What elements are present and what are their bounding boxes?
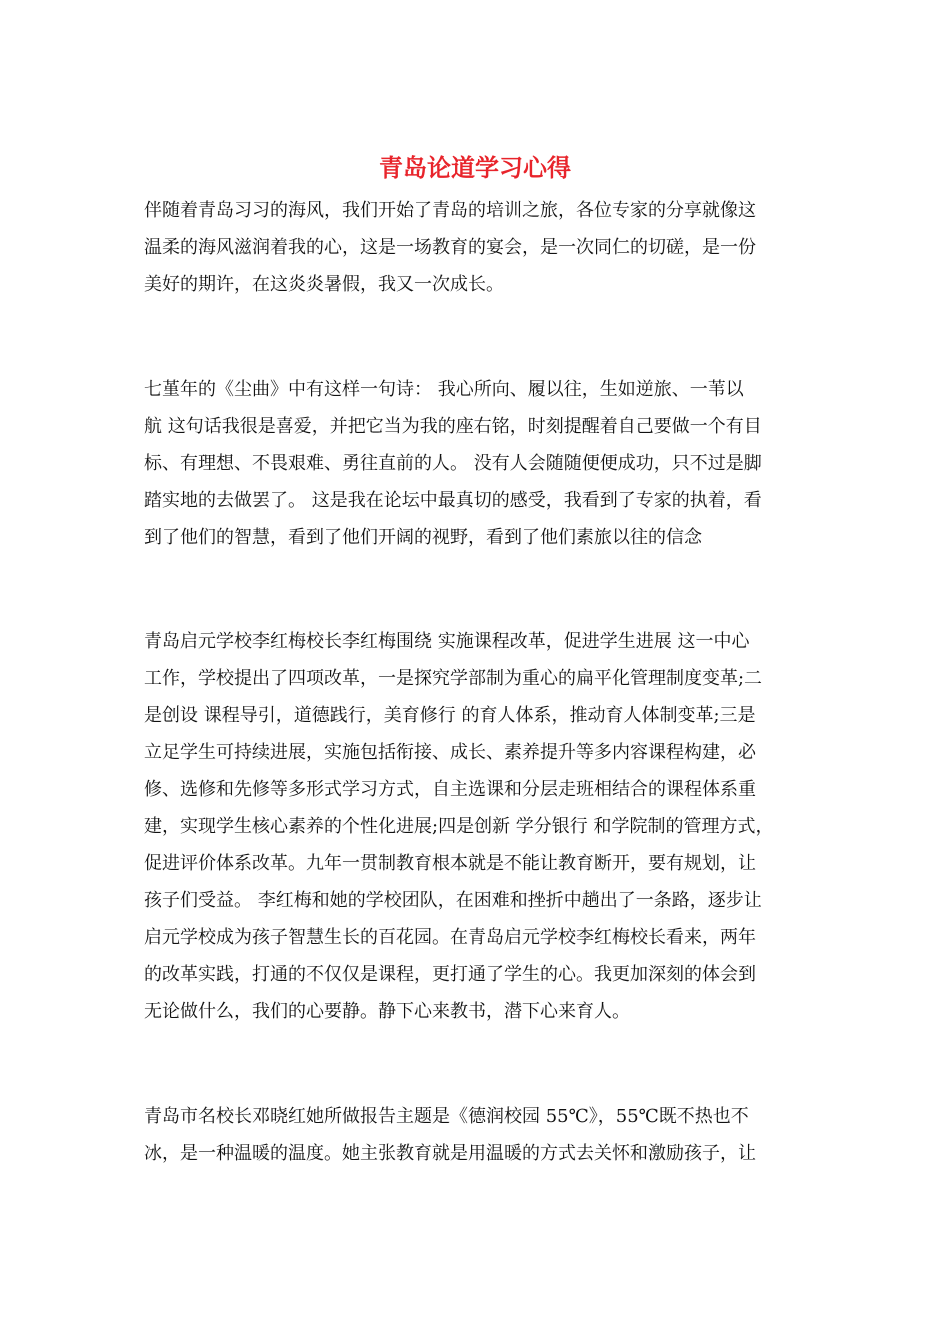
paragraph-line: 修、选修和先修等多形式学习方式，自主选课和分层走班相结合的课程体系重 [144,779,756,800]
paragraph-line: 七堇年的《尘曲》中有这样一句诗： 我心所向、履以往，生如逆旅、一苇以 [144,379,744,400]
paragraph-line: 温柔的海风滋润着我的心，这是一场教育的宴会，是一次同仁的切磋，是一份 [144,237,756,258]
paragraph-line: 的改革实践，打通的不仅仅是课程，更打通了学生的心。我更加深刻的体会到 [144,964,756,985]
paragraph-line: 踏实地的去做罢了。 这是我在论坛中最真切的感受，我看到了专家的执着，看 [144,490,762,511]
paragraph-line: 立足学生可持续进展，实施包括衔接、成长、素养提升等多内容课程构建，必 [144,742,756,763]
paragraph-line: 促进评价体系改革。九年一贯制教育根本就是不能让教育断开，要有规划，让 [144,853,756,874]
paragraph-line: 是创设 课程导引，道德践行，美育修行 的育人体系，推动育人体制变革;三是 [144,705,756,726]
paragraph-1 [144,192,816,303]
paragraph-3 [144,623,816,1030]
paragraph-line: 航 这句话我很是喜爱，并把它当为我的座右铭，时刻提醒着自己要做一个有目 [144,416,762,437]
paragraph-line: 冰，是一种温暖的温度。她主张教育就是用温暖的方式去关怀和激励孩子，让 [144,1143,756,1164]
paragraph-4 [144,1098,816,1172]
paragraph-line: 工作，学校提出了四项改革，一是探究学部制为重心的扁平化管理制度变革;二 [144,668,763,689]
document-title: 青岛论道学习心得 [379,153,571,182]
paragraph-line: 孩子们受益。 李红梅和她的学校团队，在困难和挫折中趟出了一条路，逐步让 [144,890,762,911]
paragraph-2 [144,371,816,556]
paragraph-line: 青岛启元学校李红梅校长李红梅围绕 实施课程改革，促进学生进展 这一中心 [144,631,750,652]
paragraph-line: 标、有理想、不畏艰难、勇往直前的人。 没有人会随随便便成功，只不过是脚 [144,453,762,474]
paragraph-line: 伴随着青岛习习的海风，我们开始了青岛的培训之旅，各位专家的分享就像这 [144,200,756,221]
paragraph-line: 启元学校成为孩子智慧生长的百花园。在青岛启元学校李红梅校长看来，两年 [144,927,756,948]
paragraph-line: 到了他们的智慧，看到了他们开阔的视野，看到了他们素旅以往的信念 [144,527,702,548]
paragraph-line: 青岛市名校长邓晓红她所做报告主题是《德润校园 55℃》，55℃既不热也不 [144,1106,749,1127]
paragraph-line: 建，实现学生核心素养的个性化进展;四是创新 学分银行 和学院制的管理方式， [144,816,774,837]
paragraph-line: 无论做什么，我们的心要静。静下心来教书，潜下心来育人。 [144,1001,630,1022]
paragraph-line: 美好的期许，在这炎炎暑假，我又一次成长。 [144,274,504,295]
